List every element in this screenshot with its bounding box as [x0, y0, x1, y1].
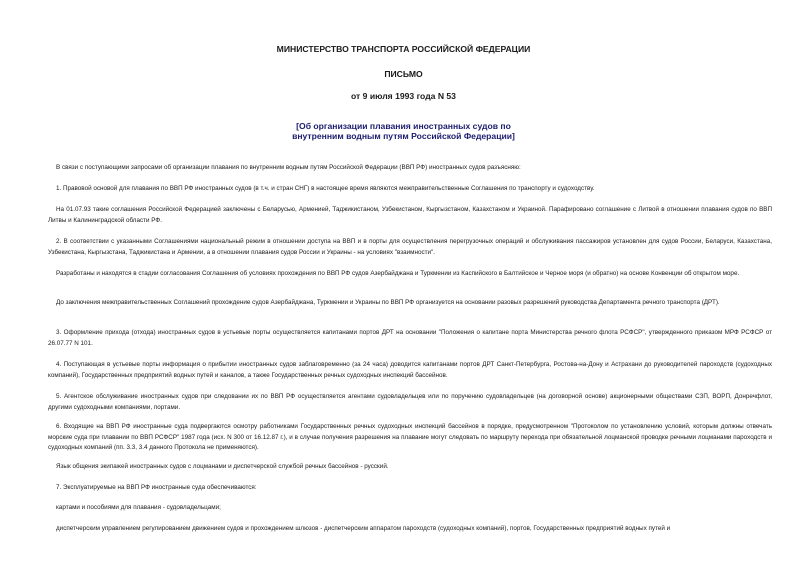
paragraph-1 [48, 184, 772, 195]
paragraph-text: картами и пособиями для плавания - судовладельцами; [56, 504, 221, 511]
paragraph-text: 1. Правовой основой для плавания по ВВП РФ иностранных судов (в т.ч. и стран СНГ) в настоящее время являются межправительственные Соглашения по транспорту и судоходству. [56, 185, 595, 192]
subject-line-1: [Об организации плавания иностранных судов по [296, 121, 511, 131]
paragraph-text: 2. В соответствии с указанными Соглашениями национальный режим в отношении доступа на ВВП и в порты для осуществления перегрузочных операций и обслуживания пассажиров установлен для судов России, Беларуси, Казахстана, Узбекистана, Кыргызстана, Таджикистана и Армении, а в отношении плавания судов России и Украины - на условиях "взаимности". [48, 238, 772, 256]
paragraph-1-agreements [48, 205, 772, 226]
paragraph-text: 5. Агентское обслуживание иностранных судов при следовании их по ВВП РФ осуществляется агентами судовладельцев или по поручению судовладельцев (на договорной основе) акционерными обществами СЗП, ВОРП, Донречфлот, другими судоходными компаниями, портами. [48, 393, 772, 411]
paragraph-text: Разработаны и находятся в стадии согласования Соглашения об условиях прохождения по ВВП РФ судов Азербайджана и Туркмении из Каспийского в Балтийское и Черное моря (и обратно) на основе Конвенции об открытом море. [56, 270, 740, 277]
paragraph-7-dispatch [48, 524, 772, 535]
paragraph-5 [48, 392, 772, 413]
document-type-heading: ПИСЬМО [384, 69, 423, 79]
paragraph-text: диспетчерским управлением регулированием движением судов и прохождением шлюзов - диспетчерским аппаратом пароходств (судоходных компаний), портов, Государственных предприятий водных путей и [56, 525, 671, 532]
paragraph-intro [48, 163, 772, 174]
paragraph-text: 6. Входящие на ВВП РФ иностранные суда подвергаются осмотру работниками Государственных речных судоходных инспекций бассейнов в порядке, предусмотренном "Протоколом по установлению условий, которым должны отвечать морские суда при плавании по ВВП РСФСР" 1987 года (исх. N 300 от 16.12.87 г.), и в случае получения разрешения на плавание могут следовать по маршруту перехода при обязательной лоцманской проводке речными лоцманами пароходств и судоходных компаний (пп. 3.3, 3.4 данного Протокола не применяются). [48, 423, 772, 451]
document-subject [0, 121, 807, 141]
paragraph-2-drafts [48, 269, 772, 280]
paragraph-text: 7. Эксплуатируемые на ВВП РФ иностранные суда обеспечиваются: [56, 484, 257, 491]
paragraph-2 [48, 237, 772, 258]
paragraph-4 [48, 360, 772, 381]
paragraph-text: В связи с поступающими запросами об организации плавания по внутренним водным путям Российской Федерации (ВВП РФ) иностранных судов разъясняю: [56, 164, 521, 171]
paragraph-text: Язык общения экипажей иностранных судов с лоцманами и диспетчерской службой речных бассейнов - русский. [56, 463, 389, 470]
paragraph-text: 4. Поступающая в устьевые порты информация о прибытии иностранных судов заблаговременно (за 24 часа) доводится капитанами портов ДРТ Санкт-Петербурга, Ростова-на-Дону и Астрахани до руководителей пароходств (судоходных компаний), Государственных предприятий водных путей и каналов, а также Государственных речных судоходных инспекций бассейнов. [48, 361, 772, 379]
ministry-heading: МИНИСТЕРСТВО ТРАНСПОРТА РОССИЙСКОЙ ФЕДЕРАЦИИ [276, 44, 531, 54]
paragraph-2-interim [48, 298, 772, 309]
paragraph-text: На 01.07.93 такие соглашения Российской Федерацией заключены с Беларусью, Арменией, Таджикистаном, Узбекистаном, Кыргызстаном, Казахстаном и Украиной. Парафировано соглашение с Литвой в отношении плавания судов по ВВП Литвы и Калининградской области РФ. [48, 206, 772, 224]
subject-line-2: внутренним водным путям Российской Федерации] [292, 131, 515, 141]
paragraph-6 [48, 422, 772, 454]
document-date-number: от 9 июля 1993 года N 53 [351, 91, 456, 101]
paragraph-text: 3. Оформление прихода (отхода) иностранных судов в устьевые порты осуществляется капитанами портов ДРТ на основании "Положения о капитане порта Министерства речного флота РСФСР", утвержденного приказом МРФ РСФСР от 26.07.77 N 101. [48, 329, 772, 347]
paragraph-3 [48, 328, 772, 349]
paragraph-7-charts [48, 503, 772, 514]
paragraph-7 [48, 483, 772, 494]
paragraph-text: До заключения межправительственных Соглашений прохождение судов Азербайджана, Туркмении и Украины по ВВП РФ организуется на основании разовых разрешений руководства Департамента речного транспорта (ДРТ). [56, 299, 720, 306]
paragraph-6-language [48, 462, 772, 473]
